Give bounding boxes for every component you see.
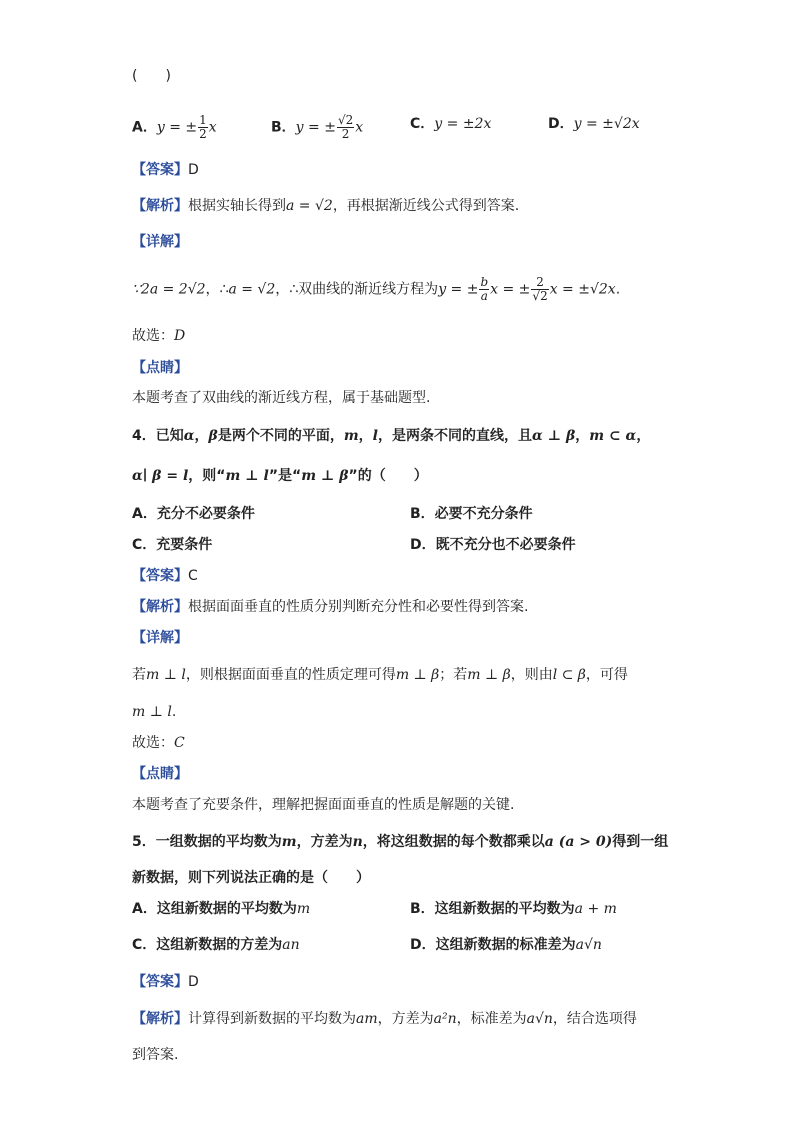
q5-stem-line1: 5．一组数据的平均数为m，方差为n，将这组数据的每个数都乘以a (a > 0)得到一组 — [132, 834, 669, 850]
q5-option-a: A．这组新数据的平均数为m — [132, 901, 311, 917]
q5-option-b: B．这组新数据的平均数为a + m — [410, 901, 617, 917]
q5-option-c: C．这组新数据的方差为an — [132, 937, 300, 953]
q4-detail-line1: 若m ⊥ l，则根据面面垂直的性质定理可得m ⊥ β；若m ⊥ β，则由l ⊂ β，可得 — [132, 667, 628, 683]
q4-option-d: D．既不充分也不必要条件 — [410, 537, 576, 553]
q3-detail: ∵2a = 2√2，∴a = √2，∴双曲线的渐近线方程为y = ± $\frac{b}{a}$ x = ± $\frac{2}{√2}$ x = ±√2x. — [132, 275, 621, 303]
q3-option-c: C．y = ±2x — [410, 116, 492, 132]
q3-paren: ( ) — [132, 68, 171, 84]
q3-option-d: D．y = ±√2x — [548, 116, 640, 132]
q4-comment-tag: 【点睛】 — [132, 766, 188, 782]
q4-option-a: A．充分不必要条件 — [132, 506, 255, 522]
q3-option-b: B．y = ± $\frac{√2}{2}$ x — [271, 113, 364, 141]
q3-choice: 故选：D — [132, 328, 186, 344]
q5-analysis-line1: 【解析】计算得到新数据的平均数为am，方差为a²n，标准差为a√n，结合选项得 — [132, 1011, 637, 1027]
q4-answer: 【答案】C — [132, 568, 198, 584]
q4-stem-line1: 4．已知α，β是两个不同的平面，m，l，是两条不同的直线，且α ⊥ β，m ⊂ α， — [132, 428, 651, 444]
q4-detail-line2: m ⊥ l. — [132, 704, 177, 720]
q4-detail-tag: 【详解】 — [132, 630, 188, 646]
q5-answer: 【答案】D — [132, 974, 199, 990]
q5-analysis-line2: 到答案. — [132, 1047, 179, 1063]
q5-stem-line2: 新数据，则下列说法正确的是（ ） — [132, 870, 370, 886]
q4-option-c: C．充要条件 — [132, 537, 213, 553]
q3-comment: 本题考查了双曲线的渐近线方程，属于基础题型. — [132, 390, 431, 406]
q3-detail-tag: 【详解】 — [132, 234, 188, 250]
q4-choice: 故选：C — [132, 735, 185, 751]
q4-stem-line2: α∣ β = l，则“m ⊥ l”是“m ⊥ β”的（ ） — [132, 468, 428, 484]
q3-answer: 【答案】D — [132, 162, 199, 178]
q4-comment: 本题考查了充要条件，理解把握面面垂直的性质是解题的关键. — [132, 797, 515, 813]
q4-option-b: B．必要不充分条件 — [410, 506, 533, 522]
q3-comment-tag: 【点睛】 — [132, 360, 188, 376]
q4-analysis: 【解析】根据面面垂直的性质分别判断充分性和必要性得到答案. — [132, 599, 529, 615]
q3-option-a: A．y = ± $\frac{1}{2}$ x — [132, 113, 217, 141]
q3-analysis: 【解析】根据实轴长得到a = √2，再根据渐近线公式得到答案. — [132, 198, 520, 214]
q5-option-d: D．这组新数据的标准差为a√n — [410, 937, 602, 953]
